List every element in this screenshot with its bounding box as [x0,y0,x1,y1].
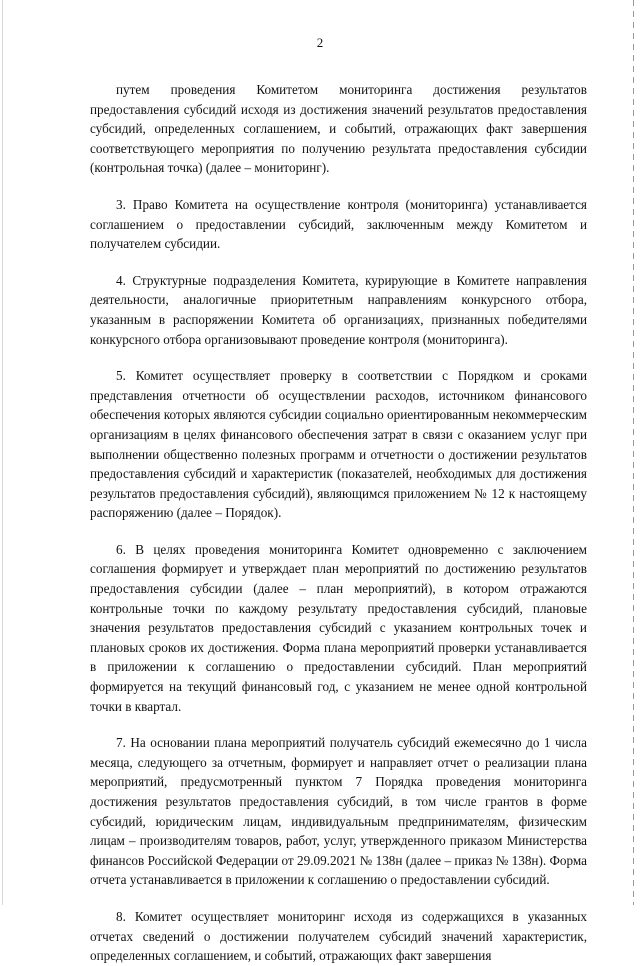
paragraph-8: 8. Комитет осуществляет мониторинг исходя из содержащихся в указанных отчетах сведений о достижении получателем субсидий значений характеристик, определенных соглашением, и событий, отражающих факт завершения [90,908,587,964]
paragraph-6: 6. В целях проведения мониторинга Комитет одновременно с заключением соглашения формирует и утверждает план мероприятий по достижению результатов предоставления субсидии (далее – план мероприятий), в котором отражаются контрольные точки по каждому результату предоставления субсидий, плановые значения результатов предоставления субсидий с указанием контрольных точек и плановых сроков их достижения. Форма плана мероприятий проверки устанавливается в приложении к соглашению о предоставлении субсидий. План мероприятий формируется на текущий финансовый год, с указанием не менее одной контрольной точки в квартал. [90,541,587,714]
document-body [90,80,587,966]
paragraph-4: 4. Структурные подразделения Комитета, курирующие в Комитете направления деятельности, аналогичные приоритетным направлениям конкурсного отбора, указанным в распоряжении Комитета об организациях, признанных победителями конкурсного отбора организовывают проведение контроля (мониторинга). [90,272,587,347]
page-number: 2 [316,35,324,50]
page-left-edge [2,0,3,905]
paragraph-continuation: путем проведения Комитетом мониторинга достижения результатов предоставления субсидий исходя из достижения значений результатов предоставления субсидий, определенных соглашением, и событий, отражающих факт завершения соответствующего мероприятия по получению результата предоставления субсидии (контрольная точка) (далее – мониторинг). [90,82,587,176]
paragraph-7: 7. На основании плана мероприятий получатель субсидий ежемесячно до 1 числа месяца, следующего за отчетным, формирует и направляет отчет о реализации плана мероприятий, предусмотренный пунктом 7 Порядка проведения мониторинга достижения результатов предоставления субсидий, в том числе грантов в форме субсидий, юридическим лицам, индивидуальным предпринимателям, физическим лицам – производителям товаров, работ, услуг, утвержденного приказом Министерства финансов Российской Федерации от 29.09.2021 № 138н (далее – приказ № 138н). Форма отчета устанавливается в приложении к соглашению о предоставлении субсидий. [90,735,587,888]
page-right-edge [633,0,634,905]
paragraph-3: 3. Право Комитета на осуществление контроля (мониторинга) устанавливается соглашением о предоставлении субсидий, заключенным между Комитетом и получателем субсидии. [90,196,587,252]
paragraph-5: 5. Комитет осуществляет проверку в соответствии с Порядком и сроками представления отчетности об осуществлении расходов, источником финансового обеспечения которых являются субсидии социально ориентированным некоммерческим организациям в целях финансового обеспечения затрат в связи с оказанием услуг при выполнении общественно полезных программ и отчетности о достижении результатов предоставления субсидий и характеристик (показателей, необходимых для достижения результатов предоставления субсидий), являющимся приложением № 12 к настоящему распоряжению (далее – Порядок). [90,368,587,521]
